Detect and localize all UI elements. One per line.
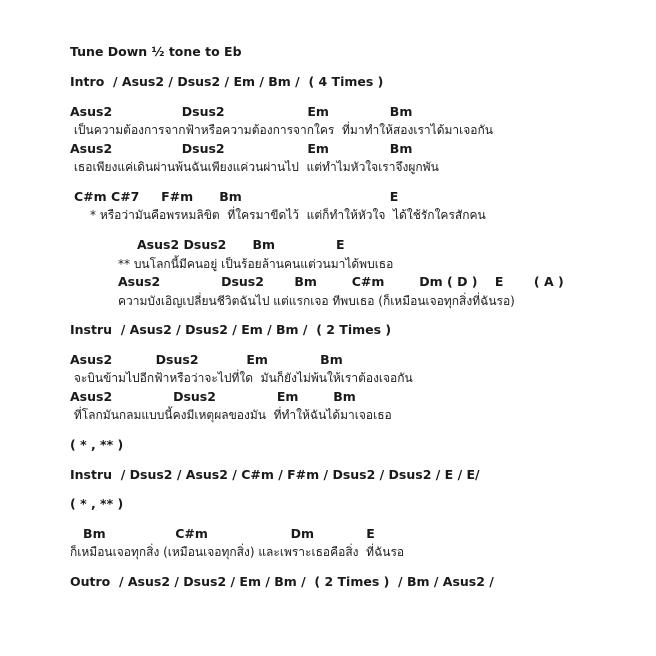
- repeat-marker-2: ( * , ** ): [70, 496, 124, 511]
- chorus-chords-1: Asus2 Dsus2 Bm E: [137, 237, 345, 252]
- chorus-lyric-2: ความบังเอิญเปลี่ยนชีวิตฉันไป แต่แรกเจอ ทีพบเธอ (ก็เหมือนเจอทุกสิ่งที่ฉันรอ): [118, 294, 515, 308]
- verse1-chords-1: Asus2 Dsus2 Em Bm: [70, 104, 413, 119]
- bridge-chords: Bm C#m Dm E: [70, 526, 375, 541]
- verse1-lyric-1: เป็นความต้องการจากฟ้าหรือความต้องการจากใคร ที่มาทำให้สองเราได้มาเจอกัน: [70, 123, 493, 137]
- verse2-chords-2: Asus2 Dsus2 Em Bm: [70, 389, 356, 404]
- tuning-note: Tune Down ½ tone to Eb: [70, 44, 242, 59]
- outro-progression: Outro / Asus2 / Dsus2 / Em / Bm / ( 2 Times ) / Bm / Asus2 /: [70, 574, 494, 589]
- prechorus-chords: C#m C#7 F#m Bm E: [74, 189, 399, 204]
- verse1-lyric-2: เธอเพียงแค่เดินผ่านพ้นฉันเพียงแค่วนผ่านไป แต่ทำไมหัวใจเราจึงผูกพัน: [70, 160, 439, 174]
- prechorus-lyric: * หรือว่ามันคือพรหมลิขิต ที่ใครมาขีดไว้ แต่ก็ทำให้หัวใจ ได้ใช้รักใครสักคน: [90, 208, 486, 222]
- intro-progression: Intro / Asus2 / Dsus2 / Em / Bm / ( 4 Times ): [70, 74, 384, 89]
- verse2-lyric-1: จะบินข้ามไปอีกฟ้าหรือว่าจะไปที่ใด มันก็ยังไม่พ้นให้เราต้องเจอกัน: [70, 371, 413, 385]
- repeat-marker-1: ( * , ** ): [70, 437, 124, 452]
- instru-2: Instru / Dsus2 / Asus2 / C#m / F#m / Dsus2 / Dsus2 / E / E/: [70, 467, 480, 482]
- verse2-chords-1: Asus2 Dsus2 Em Bm: [70, 352, 343, 367]
- instru-1: Instru / Asus2 / Dsus2 / Em / Bm / ( 2 Times ): [70, 322, 392, 337]
- chorus-chords-2: Asus2 Dsus2 Bm C#m Dm ( D ) E ( A ): [118, 274, 564, 289]
- verse1-chords-2: Asus2 Dsus2 Em Bm: [70, 141, 413, 156]
- bridge-lyric: ก็เหมือนเจอทุกสิ่ง (เหมือนเจอทุกสิ่ง) และเพราะเธอคือสิ่ง ที่ฉันรอ: [70, 545, 405, 559]
- chorus-lyric-1: ** บนโลกนี้มีคนอยู่ เป็นร้อยล้านคนแต่วนมาได้พบเธอ: [118, 257, 394, 271]
- verse2-lyric-2: ที่โลกมันกลมแบบนี้คงมีเหตุผลของมัน ที่ทำให้ฉันได้มาเจอเธอ: [70, 408, 392, 422]
